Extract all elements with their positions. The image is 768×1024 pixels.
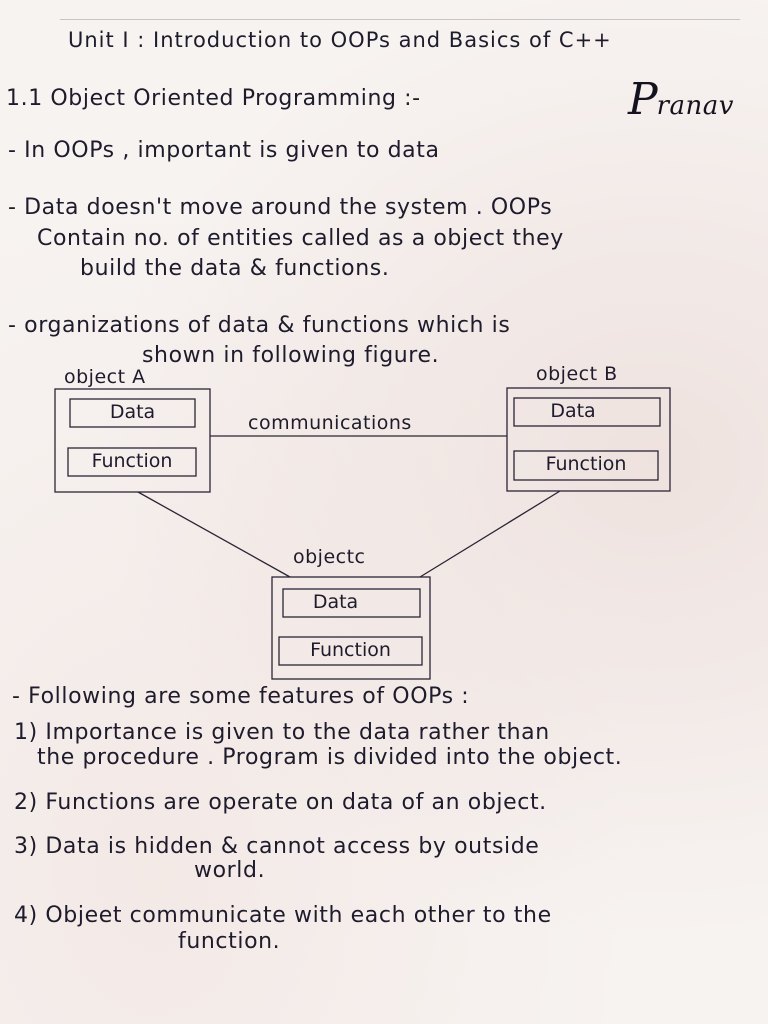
object-b-data-text: Data [550,400,596,422]
bullet-line: build the data & functions. [80,256,390,281]
bullet-line: Contain no. of entities called as a object they [37,226,564,251]
signature-rest: ranav [656,91,734,121]
connector-a-c [138,492,290,577]
section-heading: 1.1 Object Oriented Programming :- [6,86,421,111]
object-a-function-text: Function [91,450,173,472]
feature-line: 4) Objeet communicate with each other to the [14,903,552,928]
feature-line: 1) Importance is given to the data rather than [14,720,550,745]
features-intro: - Following are some features of OOPs : [12,684,470,709]
object-c-label: objectc [293,546,366,568]
feature-line: the procedure . Program is divided into the object. [37,745,623,770]
feature-line: function. [178,929,281,954]
object-a-data-text: Data [109,401,156,423]
bullet-line: shown in following figure. [142,343,440,368]
bullet-line: - Data doesn't move around the system . OOPs [8,195,553,220]
object-c-function-text: Function [310,639,391,661]
object-b-function-text: Function [545,453,627,475]
bullet-line: - organizations of data & functions which is [8,313,511,338]
page-top-rule [60,19,740,20]
signature-initial: P [628,74,657,125]
object-b-label: object B [536,363,618,385]
feature-line: world. [194,858,266,883]
author-signature [628,74,734,125]
connector-b-c [420,491,560,577]
object-c-data-text: Data [312,591,359,613]
feature-line: 3) Data is hidden & cannot access by outside [14,834,540,859]
object-a-label: object A [64,366,146,388]
communications-label: communications [248,412,412,434]
page-title: Unit I : Introduction to OOPs and Basics of C++ [68,28,612,52]
bullet-line: - In OOPs , important is given to data [8,138,440,163]
feature-line: 2) Functions are operate on data of an object. [14,790,547,815]
